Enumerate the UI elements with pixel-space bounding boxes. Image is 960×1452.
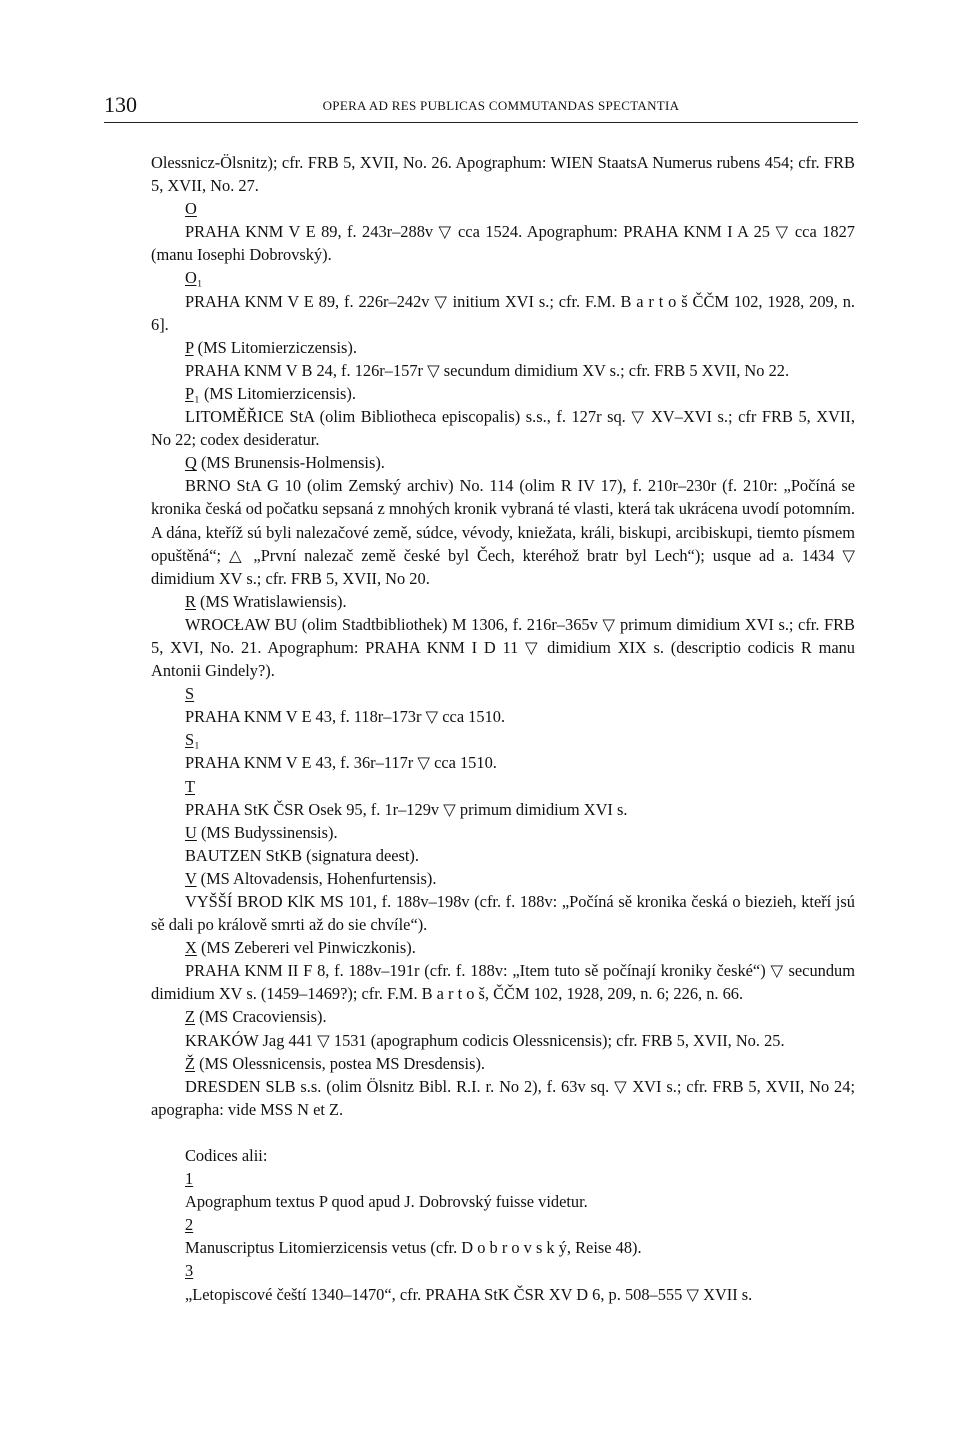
manuscript-entry: PRAHA StK ČSR Osek 95, f. 1r–129v ▽ primum dimidium XVI s. — [185, 799, 628, 819]
manuscript-entry: Manuscriptus Litomierzicensis vetus (cfr. D o b r o v s k ý, Reise 48). — [185, 1238, 642, 1258]
manuscript-entry: LITOMĚŘICE StA (olim Bibliotheca episcopalis) s.s., f. 127r sq. ▽ XV–XVI s.; cfr FRB 5, XVII, No 22; codex desideratur. — [151, 407, 855, 450]
siglum-description: (MS Budyssinensis). — [196, 822, 338, 842]
manuscript-entry: „Letopiscové čeští 1340–1470“, cfr. PRAHA StK ČSR XV D 6, p. 508–555 ▽ XVII s. — [185, 1284, 753, 1304]
manuscript-entry: PRAHA KNM II F 8, f. 188v–191r (cfr. f. 188v: „Item tuto sě počínají kroniky české“) ▽ secundum dimidium XV s. (1459–1469?); cfr. F.M. B a r t o š, ČČM 102, 1928, 209, n. 6; 226, n. 66. — [151, 961, 855, 1004]
page-number: 130 — [104, 92, 137, 117]
siglum: U — [185, 822, 197, 842]
manuscript-entry: BAUTZEN StKB (signatura deest). — [185, 845, 419, 865]
siglum-description: (MS Altovadensis, Hohenfurtensis). — [196, 868, 437, 888]
siglum-description: (MS Litomierziczensis). — [193, 337, 357, 357]
siglum-description: (MS Brunensis-Holmensis). — [196, 453, 385, 473]
manuscript-entry: BRNO StA G 10 (olim Zemský archiv) No. 114 (olim R IV 17), f. 210r–230r (f. 210r: „Počíná se kronika česká od počatku sepsaná z mnohých kronik vybraná té vlasti, která tak ukrácena uvodí potomním. A dána, kteříž sú byli nalezačové země, súdce, vévody, kniežata, králi, biskupi, arcibiskupi, tiemto písmem opuštěná“; △ „První nalezač země české byl Čech, kteréhož bratr byl Lech“); usque ad a. 1434 ▽ dimidium XV s.; cfr. FRB 5, XVII, No 20. — [151, 476, 855, 588]
siglum-description: (MS Olessnicensis, postea MS Dresdensis). — [195, 1053, 486, 1073]
manuscript-entry: PRAHA KNM V E 43, f. 36r–117r ▽ cca 1510. — [185, 753, 497, 773]
siglum-line — [151, 382, 855, 405]
manuscript-entry: PRAHA KNM V B 24, f. 126r–157r ▽ secundum dimidium XV s.; cfr. FRB 5 XVII, No 22. — [185, 360, 790, 380]
siglum: X — [185, 938, 197, 958]
document-body — [151, 151, 855, 1306]
siglum-line — [151, 936, 855, 959]
siglum: O₁ — [185, 268, 203, 288]
siglum: 3 — [185, 1261, 194, 1281]
siglum: T — [185, 776, 196, 796]
siglum: V — [185, 868, 197, 888]
siglum-line — [151, 197, 855, 220]
siglum: S₁ — [185, 730, 200, 750]
siglum-description: (MS Zebereri vel Pinwiczkonis). — [196, 938, 416, 958]
siglum: S — [185, 684, 195, 704]
siglum-description: (MS Wratislawiensis). — [195, 591, 347, 611]
siglum: Ž — [185, 1053, 196, 1073]
manuscript-entry: Olessnicz-Ölsnitz); cfr. FRB 5, XVII, No. 26. Apographum: WIEN StaatsA Numerus rubens 454; cfr. FRB 5, XVII, No. 27. — [151, 153, 855, 196]
manuscript-entry: Apographum textus P quod apud J. Dobrovský fuisse videtur. — [185, 1192, 588, 1212]
siglum-description: (MS Litomierzicensis). — [199, 383, 356, 403]
siglum-line — [151, 682, 855, 705]
manuscript-entry: Codices alii: — [185, 1145, 268, 1165]
siglum-line — [151, 1167, 855, 1190]
siglum-description: (MS Cracoviensis). — [195, 1007, 327, 1027]
manuscript-entry: WROCŁAW BU (olim Stadtbibliothek) M 1306, f. 216r–365v ▽ primum dimidium XVI s.; cfr. FRB 5, XVI, No. 21. Apographum: PRAHA KNM I D 11 ▽ dimidium XIX s. (descriptio codicis R manu Antonii Gindely?). — [151, 614, 855, 681]
siglum-line — [151, 867, 855, 890]
siglum: P — [185, 337, 194, 357]
siglum-line — [151, 1259, 855, 1282]
page-header — [104, 92, 858, 122]
siglum-line — [151, 1213, 855, 1236]
siglum-line — [151, 821, 855, 844]
siglum: P₁ — [185, 383, 200, 403]
section-gap — [151, 1121, 855, 1144]
siglum: 2 — [185, 1215, 194, 1235]
manuscript-entry: VYŠŠÍ BROD KlK MS 101, f. 188v–198v (cfr. f. 188v: „Počíná sě kronika česká o biezieh, kteří jsú sě dali po králově smrti až do sie chvíle“). — [151, 892, 855, 935]
siglum: R — [185, 591, 196, 611]
siglum-line — [151, 1005, 855, 1028]
siglum-line — [151, 451, 855, 474]
siglum-line — [151, 336, 855, 359]
siglum: O — [185, 199, 197, 219]
siglum-line — [151, 728, 855, 751]
siglum-line — [151, 775, 855, 798]
siglum-line — [151, 1052, 855, 1075]
siglum-line — [151, 266, 855, 289]
siglum-line — [151, 590, 855, 613]
siglum: Z — [185, 1007, 196, 1027]
manuscript-entry: PRAHA KNM V E 43, f. 118r–173r ▽ cca 1510. — [185, 707, 506, 727]
header-rule — [104, 122, 858, 123]
manuscript-entry: PRAHA KNM V E 89, f. 243r–288v ▽ cca 1524. Apographum: PRAHA KNM I A 25 ▽ cca 1827 (manu Iosephi Dobrovský). — [151, 222, 855, 265]
siglum: Q — [185, 453, 197, 473]
running-title: OPERA AD RES PUBLICAS COMMUTANDAS SPECTANTIA — [322, 98, 680, 113]
manuscript-entry: PRAHA KNM V E 89, f. 226r–242v ▽ initium XVI s.; cfr. F.M. B a r t o š ČČM 102, 1928, 209, n. 6]. — [151, 291, 855, 334]
manuscript-entry: KRAKÓW Jag 441 ▽ 1531 (apographum codicis Olessnicensis); cfr. FRB 5, XVII, No. 25. — [185, 1030, 785, 1050]
manuscript-entry: DRESDEN SLB s.s. (olim Ölsnitz Bibl. R.I. r. No 2), f. 63v sq. ▽ XVI s.; cfr. FRB 5, XVII, No 24; apographa: vide MSS N et Z. — [151, 1076, 855, 1119]
siglum: 1 — [185, 1169, 194, 1189]
